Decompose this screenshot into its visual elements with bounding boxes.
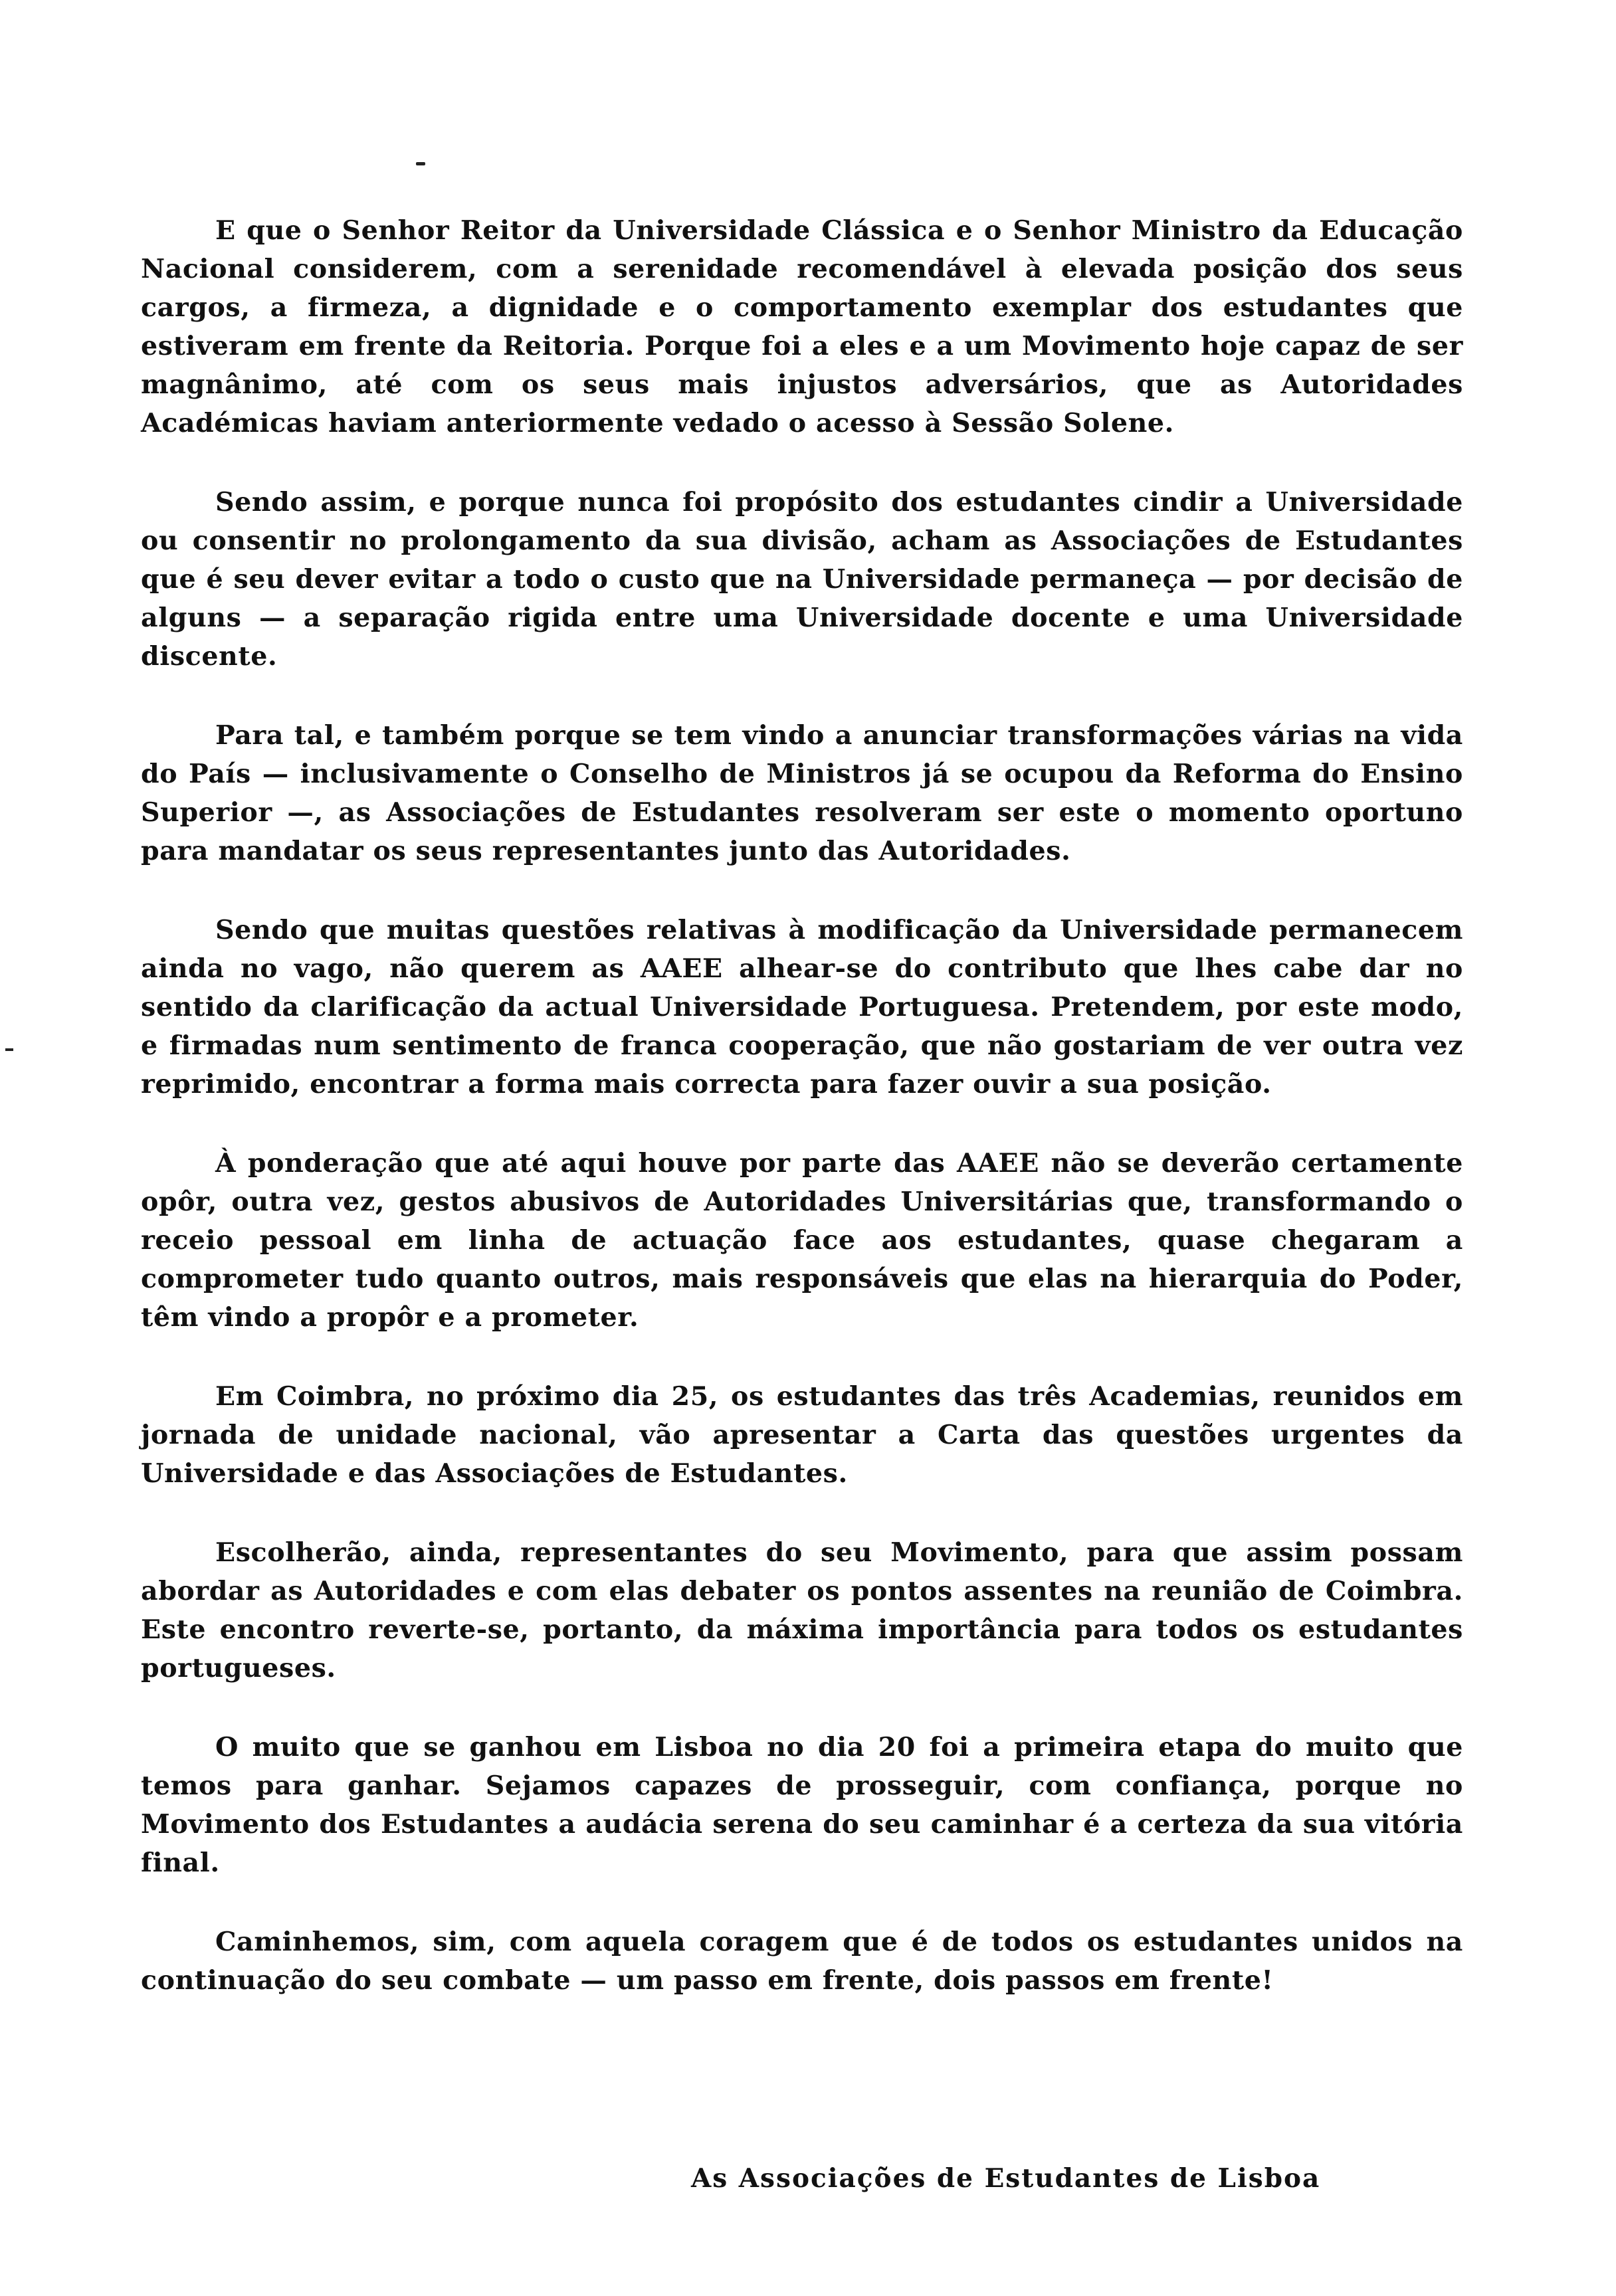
paragraph-5: À ponderação que até aqui houve por parte das AAEE não se deverão certamente opôr, outra vez, gestos abusivos de Autoridades Universitárias que, transformando o receio pessoal em linha de actuação face aos estudantes, quase chegaram a comprometer tudo quanto outros, mais responsáveis que elas na hierarquia do Poder, têm vindo a propôr e a prometer. [141,1148,1463,1333]
stray-mark-left [5,1048,13,1051]
paragraph-7: Escolherão, ainda, representantes do seu Movimento, para que assim possam abordar as Autoridades e com elas debater os pontos assentes na reunião de Coimbra. Este encontro reverte-se, portanto, da máxima importância para todos os estudantes portugueses. [141,1537,1463,1683]
paragraph-4: Sendo que muitas questões relativas à modificação da Universidade permanecem ainda no vago, não querem as AAEE alhear-se do contributo que lhes cabe dar no sentido da clarificação da actual Universidade Portuguesa. Pretendem, por este modo, e firmadas num sentimento de franca cooperação, que não gostariam de ver outra vez reprimido, encontrar a forma mais correcta para fazer ouvir a sua posição. [141,915,1463,1100]
paragraph-6: Em Coimbra, no próximo dia 25, os estudantes das três Academias, reunidos em jornada de unidade nacional, vão apresentar a Carta das questões urgentes da Universidade e das Associações de Estudantes. [141,1381,1463,1489]
paragraph-9: Caminhemos, sim, com aquela coragem que é de todos os estudantes unidos na continuação do seu combate — um passo em frente, dois passos em frente! [141,1927,1463,1996]
stray-mark-top [416,162,425,165]
paragraph-8: O muito que se ganhou em Lisboa no dia 20 foi a primeira etapa do muito que temos para ganhar. Sejamos capazes de prosseguir, com confiança, porque no Movimento dos Estudantes a audácia serena do seu caminhar é a certeza da sua vitória final. [141,1732,1463,1878]
signature: As Associações de Estudantes de Lisboa [691,2163,1321,2194]
document-body [141,211,1463,2040]
paragraph-3: Para tal, e também porque se tem vindo a anunciar transformações várias na vida do País — inclusivamente o Conselho de Ministros já se ocupou da Reforma do Ensino Superior —, as Associações de Estudantes resolveram ser este o momento oportuno para mandatar os seus representantes junto das Autoridades. [141,720,1463,866]
paragraph-2: Sendo assim, e porque nunca foi propósito dos estudantes cindir a Universidade ou consentir no prolongamento da sua divisão, acham as Associações de Estudantes que é seu dever evitar a todo o custo que na Universidade permaneça — por decisão de alguns — a separação rigida entre uma Universidade docente e uma Universidade discente. [141,487,1463,672]
paragraph-1: E que o Senhor Reitor da Universidade Clássica e o Senhor Ministro da Educação Nacional considerem, com a serenidade recomendável à elevada posição dos seus cargos, a firmeza, a dignidade e o comportamento exemplar dos estudantes que estiveram em frente da Reitoria. Porque foi a eles e a um Movimento hoje capaz de ser magnânimo, até com os seus mais injustos adversários, que as Autoridades Académicas haviam anteriormente vedado o acesso à Sessão Solene. [141,215,1463,438]
